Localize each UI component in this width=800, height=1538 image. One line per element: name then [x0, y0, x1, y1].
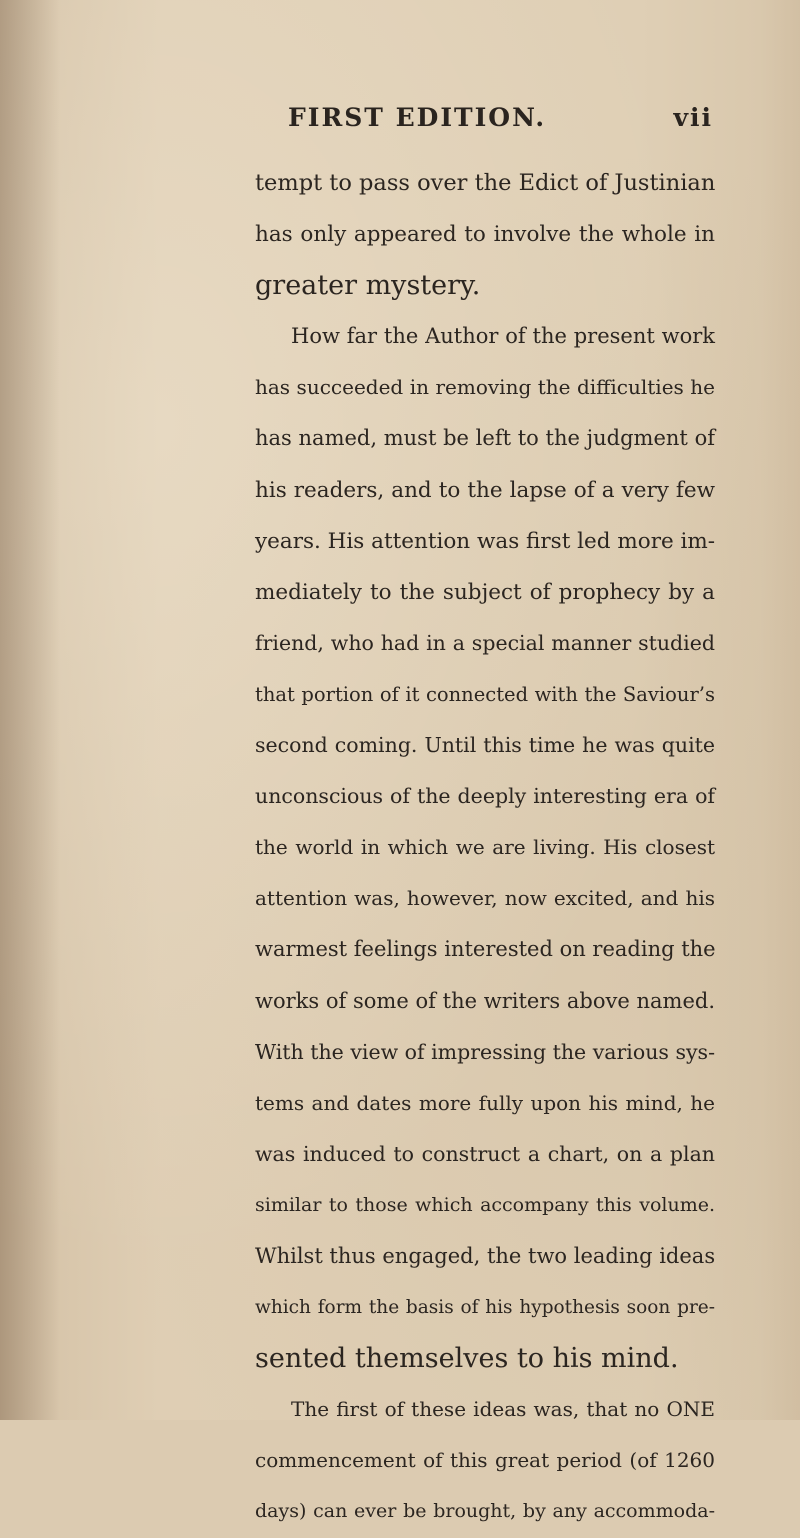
text-line: tems and dates more fully upon his mind, he	[255, 1090, 715, 1115]
text-line: unconscious of the deeply interesting era of	[255, 784, 715, 809]
text-line: warmest feelings interested on reading the	[255, 937, 716, 962]
gutter-shadow	[0, 0, 60, 1420]
running-head-title: FIRST EDITION.	[288, 103, 547, 132]
text-line: sented themselves to his mind.	[255, 1343, 679, 1375]
text-line: friend, who had in a special manner studied	[255, 630, 715, 655]
text-line: years. His attention was first led more im-	[255, 528, 716, 554]
text-line: Whilst thus engaged, the two leading ideas	[255, 1243, 716, 1268]
text-line: which form the basis of his hypothesis soon pre-	[255, 1297, 715, 1319]
text-line: The first of these ideas was, that no ONE	[291, 1397, 715, 1422]
text-line: commencement of this great period (of 1260	[255, 1448, 715, 1473]
text-line: days) can ever be brought, by any accommoda-	[255, 1500, 715, 1523]
text-line: has succeeded in removing the difficulties he	[255, 375, 715, 400]
text-line: the world in which we are living. His closest	[255, 835, 715, 860]
body-text	[255, 158, 715, 1538]
text-line: has named, must be left to the judgment of	[255, 426, 715, 451]
page-number: vii	[673, 103, 713, 132]
text-line: second coming. Until this time he was quite	[255, 733, 715, 758]
text-line: greater mystery.	[255, 270, 481, 302]
text-line: How far the Author of the present work	[291, 324, 715, 349]
text-line: that portion of it connected with the Saviour’s	[255, 682, 715, 706]
text-line: his readers, and to the lapse of a very few	[255, 477, 715, 503]
text-line: With the view of impressing the various sys-	[255, 1039, 715, 1064]
text-line: has only appeared to involve the whole in	[255, 222, 715, 248]
text-line: mediately to the subject of prophecy by a	[255, 579, 715, 605]
text-line: works of some of the writers above named.	[255, 988, 715, 1013]
text-line: attention was, however, now excited, and his	[255, 886, 715, 911]
text-line: similar to those which accompany this volume.	[255, 1193, 715, 1216]
running-head	[288, 103, 713, 143]
text-line: was induced to construct a chart, on a plan	[255, 1141, 715, 1166]
text-line: tempt to pass over the Edict of Justinian	[255, 170, 716, 196]
